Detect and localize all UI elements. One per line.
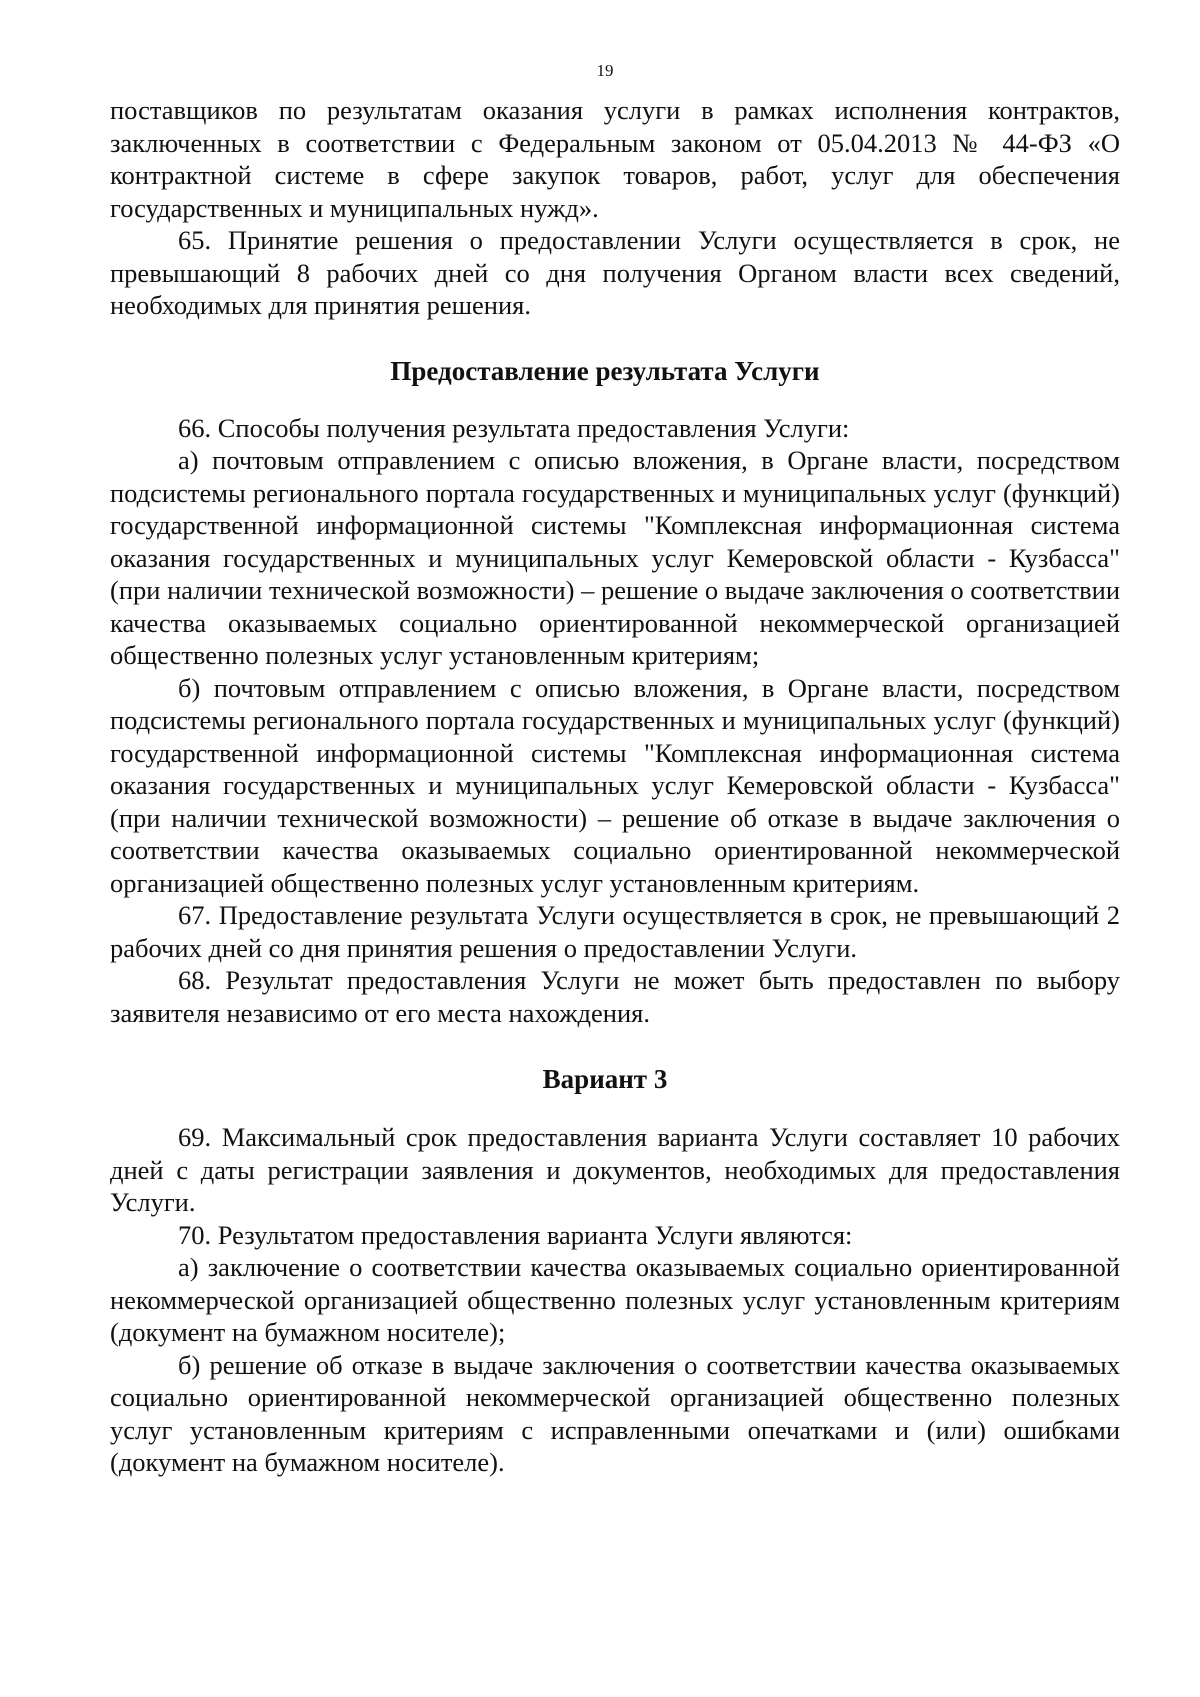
paragraph-70-b: б) решение об отказе в выдаче заключения о соответствии качества оказываемых социально ориентированной некоммерческой организацией общественно полезных услуг установленным критериям с исправленными опечатками и (или) ошибками (документ на бумажном носителе). [110,1349,1120,1477]
paragraph-continuation: поставщиков по результатам оказания услуги в рамках исполнения контрактов, заключенных в соответствии с Федеральным законом от 05.04.2013 № 44-ФЗ «О контрактной системе в сфере закупок товаров, работ, услуг для обеспечения государственных и муниципальных нужд». [110,95,1120,223]
paragraph-65: 65. Принятие решения о предоставлении Услуги осуществляется в срок, не превышающий 8 рабочих дней со дня получения Органом власти всех сведений, необходимых для принятия решения. [110,225,1120,320]
page-number: 19 [596,61,614,80]
paragraph-68: 68. Результат предоставления Услуги не может быть предоставлен по выбору заявителя независимо от его места нахождения. [110,965,1120,1028]
paragraph-70-a: а) заключение о соответствии качества оказываемых социально ориентированной некоммерческой организацией общественно полезных услуг установленным критериям (документ на бумажном носителе); [110,1252,1120,1347]
paragraph-66-b: б) почтовым отправлением с описью вложения, в Органе власти, посредством подсистемы регионального портала государственных и муниципальных услуг (функций) государственной информационной системы "Комплексная информационная система оказания государственных и муниципальных услуг Кемеровской области - Кузбасса" (при наличии технической возможности) – решение об отказе в выдаче заключения о соответствии качества оказываемых социально ориентированной некоммерческой организацией общественно полезных услуг установленным критериям. [110,672,1120,898]
section-heading-variant-3: Вариант 3 [542,1064,668,1094]
paragraph-66: 66. Способы получения результата предоставления Услуги: [178,412,850,443]
paragraph-66-a: а) почтовым отправлением с описью вложения, в Органе власти, посредством подсистемы регионального портала государственных и муниципальных услуг (функций) государственной информационной системы "Комплексная информационная система оказания государственных и муниципальных услуг Кемеровской области - Кузбасса" (при наличии технической возможности) – решение о выдаче заключения о соответствии качества оказываемых социально ориентированной некоммерческой организацией общественно полезных услуг установленным критериям; [110,445,1120,670]
paragraph-67: 67. Предоставление результата Услуги осуществляется в срок, не превышающий 2 рабочих дней со дня принятия решения о предоставлении Услуги. [110,900,1120,963]
paragraph-69: 69. Максимальный срок предоставления варианта Услуги составляет 10 рабочих дней с даты регистрации заявления и документов, необходимых для предоставления Услуги. [110,1122,1120,1217]
section-heading-result: Предоставление результата Услуги [390,355,820,386]
paragraph-70: 70. Результатом предоставления варианта Услуги являются: [178,1219,853,1250]
